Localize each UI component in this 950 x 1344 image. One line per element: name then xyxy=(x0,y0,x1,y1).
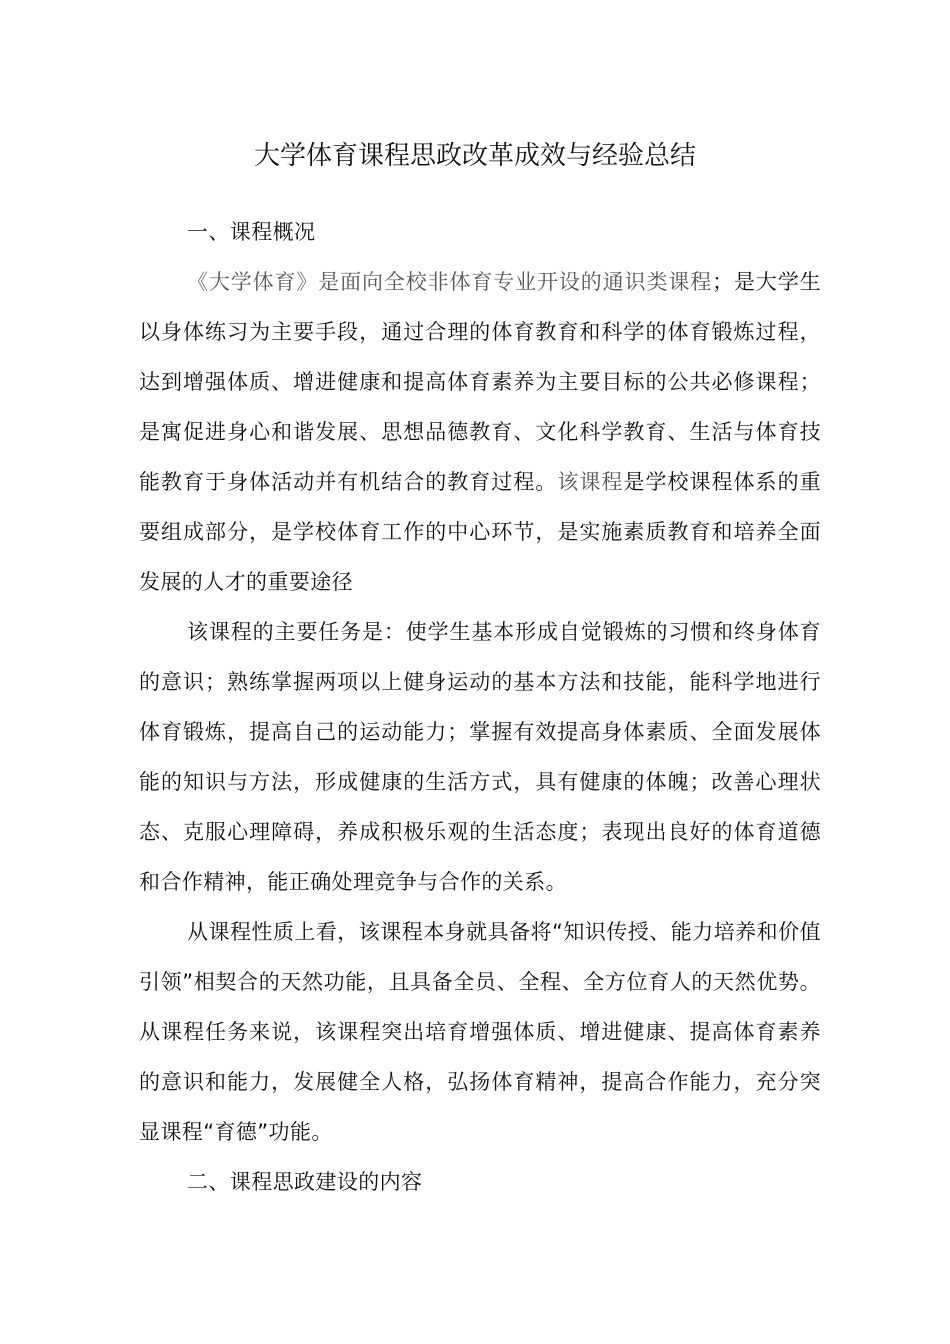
paragraph-course-overview-body: ；是大学生以身体练习为主要手段，通过合理的体育教育和科学的体育锻炼过程，达到增强体质、增进健康和提高体育素养为主要目标的公共必修课程；是寓促进身心和谐发展、思想品德教育、文化科学教育、生活与体育技能教育于身体活动并有机结合的教育过程。 xyxy=(139,270,821,494)
document-title: 大学体育课程思政改革成效与经验总结 xyxy=(253,141,696,171)
document-body xyxy=(139,207,821,1207)
paragraph-course-overview xyxy=(139,257,821,607)
paragraph-course-overview-intro: 《大学体育》是面向全校非体育专业开设的通识类课程 xyxy=(187,270,713,294)
paragraph-course-overview-end: 是学校课程体系的重要组成部分，是学校体育工作的中心环节，是实施素质教育和培养全面发展的人才的重要途径 xyxy=(139,470,821,594)
paragraph-course-overview-subject: 该课程 xyxy=(557,470,624,494)
paragraph-course-nature: 从课程性质上看，该课程本身就具备将“知识传授、能力培养和价值引领”相契合的天然功能，且具备全员、全程、全方位育人的天然优势。从课程任务来说，该课程突出培育增强体质、增进健康、提高体育素养的意识和能力，发展健全人格，弘扬体育精神，提高合作能力，充分突显课程“育德”功能。 xyxy=(139,920,821,1144)
section-heading-overview: 一、课程概况 xyxy=(187,220,316,244)
section-heading-ideology-content: 二、课程思政建设的内容 xyxy=(187,1170,423,1194)
paragraph-main-tasks: 该课程的主要任务是：使学生基本形成自觉锻炼的习惯和终身体育的意识；熟练掌握两项以上健身运动的基本方法和技能，能科学地进行体育锻炼，提高自己的运动能力；掌握有效提高身体素质、全面发展体能的知识与方法，形成健康的生活方式，具有健康的体魄；改善心理状态、克服心理障碍，养成积极乐观的生活态度；表现出良好的体育道德和合作精神，能正确处理竞争与合作的关系。 xyxy=(139,620,821,894)
